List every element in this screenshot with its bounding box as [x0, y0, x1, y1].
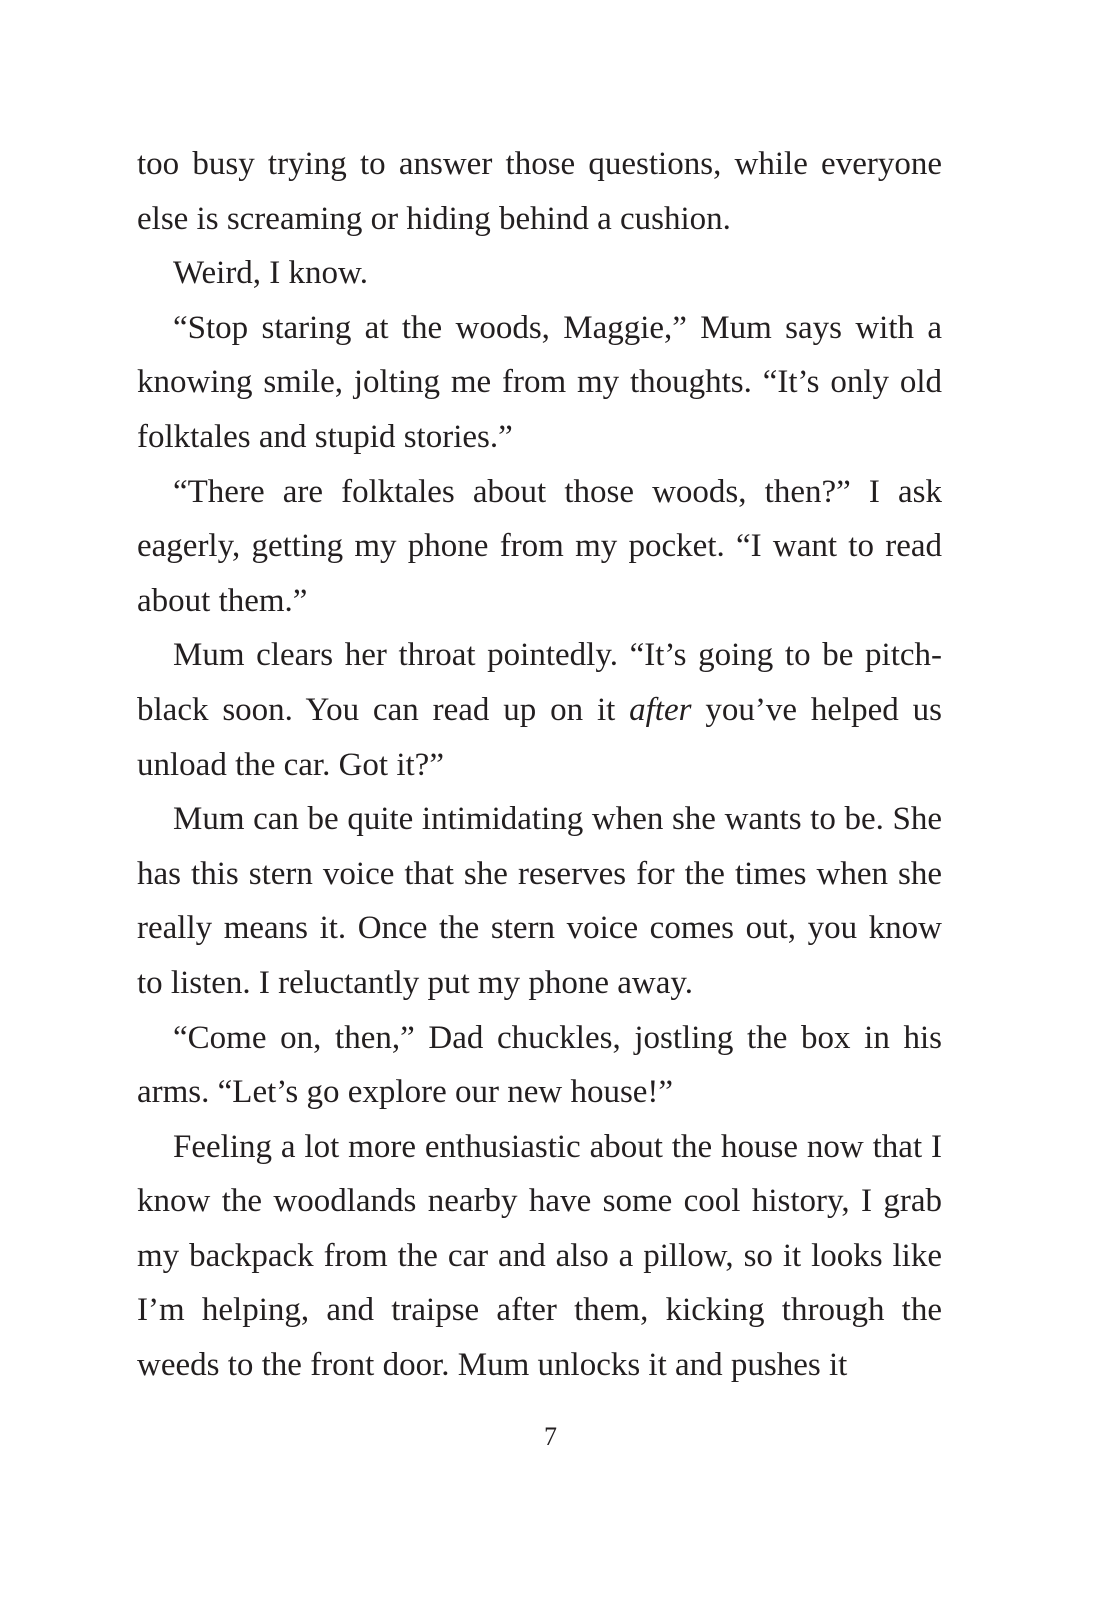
emphasized-word: after — [629, 691, 692, 728]
paragraph: “Come on, then,” Dad chuckles, jostling the box in his arms. “Let’s go explore our new house!” — [137, 1019, 942, 1111]
paragraph-continuation: too busy trying to answer those questions, while everyone else is screaming or hiding behind a cushion. — [137, 146, 942, 237]
page-number: 7 — [544, 1422, 557, 1451]
paragraph-text-before-emphasis: Mum clears her throat pointedly. “It’s going to be pitch-black soon. You can read up on it — [137, 637, 942, 728]
paragraph — [137, 628, 942, 792]
paragraph: Feeling a lot more enthusiastic about the house now that I know the woodlands nearby have some cool history, I grab my backpack from the car and also a pillow, so it looks like I’m helping, and traipse after them, kicking through the weeds to the front door. Mum unlocks it and pushes it — [137, 1128, 942, 1384]
paragraph: Mum can be quite intimidating when she wants to be. She has this stern voice that she reserves for the times when she really means it. Once the stern voice comes out, you know to listen. I reluctantly put my phone away. — [137, 801, 942, 1001]
body-text — [137, 137, 942, 1393]
paragraph: Weird, I know. — [173, 255, 368, 292]
paragraph-text-after-emphasis: you’ve helped us unload the car. Got it?” — [137, 691, 942, 783]
paragraph: “There are folktales about those woods, then?” I ask eagerly, getting my phone from my pocket. “I want to read about them.” — [137, 473, 942, 619]
paragraph: “Stop staring at the woods, Maggie,” Mum says with a knowing smile, jolting me from my thoughts. “It’s only old folktales and stupid stories.” — [137, 309, 942, 455]
